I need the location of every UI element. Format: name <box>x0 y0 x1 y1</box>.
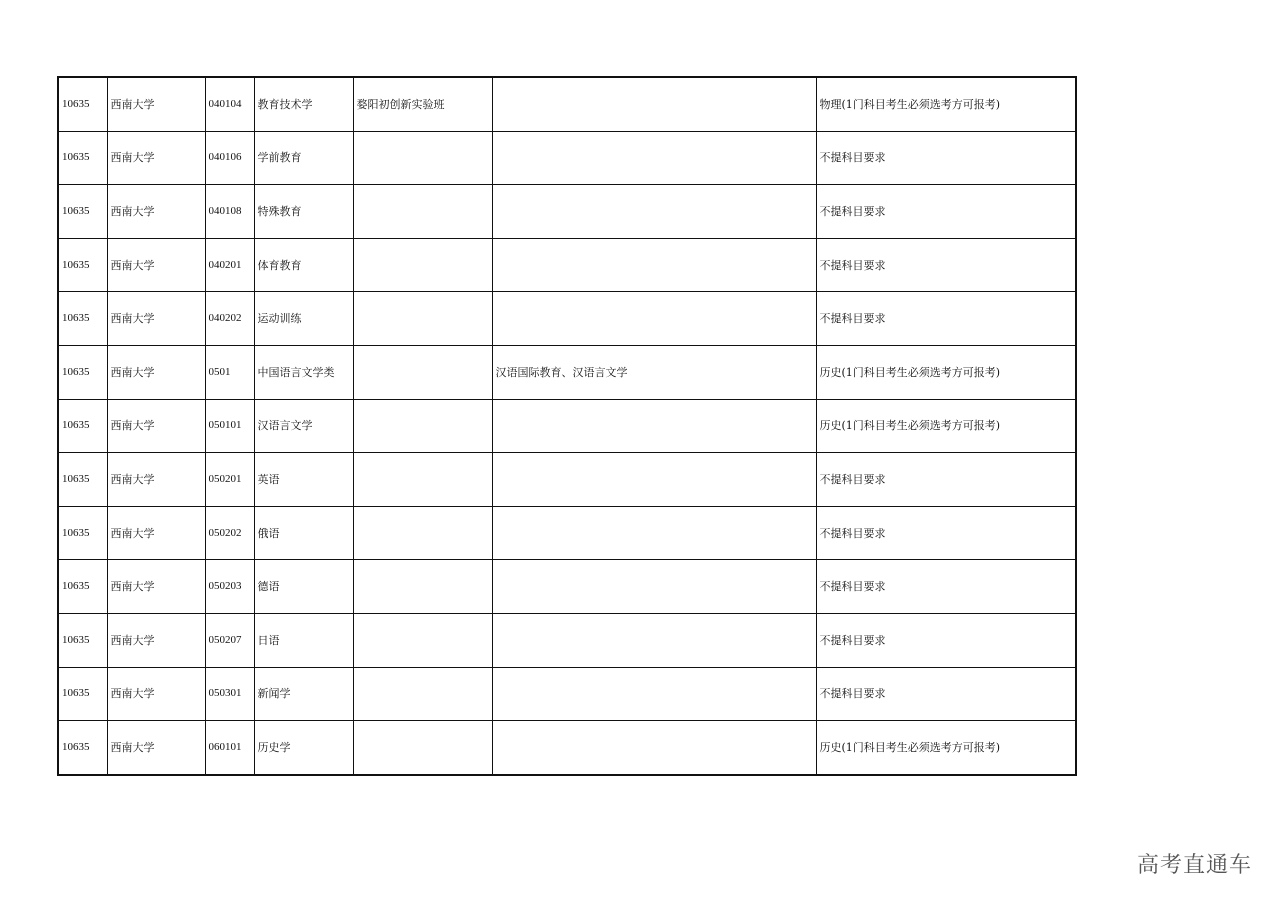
cell-major-code: 050207 <box>205 613 254 667</box>
cell-note <box>353 453 492 507</box>
cell-school-code: 10635 <box>58 667 107 721</box>
cell-subject-requirement: 历史(1门科目考生必须选考方可报考) <box>816 399 1076 453</box>
cell-school-code: 10635 <box>58 292 107 346</box>
table-row <box>58 238 1076 292</box>
cell-note: 婺阳初创新实验班 <box>353 77 492 131</box>
cell-school-code: 10635 <box>58 560 107 614</box>
table-row <box>58 721 1076 775</box>
cell-subject-requirement: 不提科目要求 <box>816 560 1076 614</box>
cell-school-code: 10635 <box>58 345 107 399</box>
cell-major-code: 050101 <box>205 399 254 453</box>
cell-major-code: 050201 <box>205 453 254 507</box>
cell-note <box>353 506 492 560</box>
table-row <box>58 77 1076 131</box>
cell-subject-requirement: 不提科目要求 <box>816 613 1076 667</box>
cell-school-name: 西南大学 <box>107 238 205 292</box>
cell-major-name: 体育教育 <box>254 238 353 292</box>
cell-major-name: 运动训练 <box>254 292 353 346</box>
table-body <box>58 77 1076 775</box>
cell-note <box>353 613 492 667</box>
table-row <box>58 613 1076 667</box>
cell-school-code: 10635 <box>58 506 107 560</box>
cell-included-majors <box>492 721 816 775</box>
cell-major-name: 德语 <box>254 560 353 614</box>
cell-included-majors <box>492 292 816 346</box>
cell-included-majors <box>492 667 816 721</box>
cell-included-majors <box>492 453 816 507</box>
cell-school-name: 西南大学 <box>107 292 205 346</box>
cell-included-majors <box>492 506 816 560</box>
cell-note <box>353 238 492 292</box>
cell-included-majors <box>492 613 816 667</box>
cell-major-code: 040106 <box>205 131 254 185</box>
table-row <box>58 667 1076 721</box>
cell-major-name: 教育技术学 <box>254 77 353 131</box>
cell-school-code: 10635 <box>58 613 107 667</box>
cell-school-name: 西南大学 <box>107 667 205 721</box>
cell-major-name: 英语 <box>254 453 353 507</box>
cell-major-code: 040202 <box>205 292 254 346</box>
cell-school-name: 西南大学 <box>107 721 205 775</box>
cell-subject-requirement: 不提科目要求 <box>816 667 1076 721</box>
cell-major-name: 日语 <box>254 613 353 667</box>
cell-note <box>353 721 492 775</box>
cell-subject-requirement: 不提科目要求 <box>816 131 1076 185</box>
cell-school-code: 10635 <box>58 77 107 131</box>
cell-major-code: 050203 <box>205 560 254 614</box>
cell-school-name: 西南大学 <box>107 453 205 507</box>
cell-major-code: 040108 <box>205 185 254 239</box>
cell-school-name: 西南大学 <box>107 560 205 614</box>
cell-school-code: 10635 <box>58 185 107 239</box>
table-row <box>58 453 1076 507</box>
cell-school-name: 西南大学 <box>107 613 205 667</box>
cell-major-code: 050202 <box>205 506 254 560</box>
cell-note <box>353 560 492 614</box>
cell-school-code: 10635 <box>58 453 107 507</box>
cell-subject-requirement: 历史(1门科目考生必须选考方可报考) <box>816 721 1076 775</box>
cell-major-code: 040201 <box>205 238 254 292</box>
cell-school-name: 西南大学 <box>107 345 205 399</box>
cell-subject-requirement: 历史(1门科目考生必须选考方可报考) <box>816 345 1076 399</box>
table-row <box>58 292 1076 346</box>
watermark: 高考直通车 <box>1136 853 1252 878</box>
table-row <box>58 131 1076 185</box>
cell-major-name: 汉语言文学 <box>254 399 353 453</box>
cell-included-majors <box>492 238 816 292</box>
table-row <box>58 185 1076 239</box>
cell-note <box>353 292 492 346</box>
cell-school-code: 10635 <box>58 131 107 185</box>
cell-subject-requirement: 不提科目要求 <box>816 238 1076 292</box>
cell-school-name: 西南大学 <box>107 399 205 453</box>
cell-major-code: 060101 <box>205 721 254 775</box>
cell-school-name: 西南大学 <box>107 185 205 239</box>
subject-requirements-table <box>57 76 1077 776</box>
table-row <box>58 506 1076 560</box>
table-row <box>58 560 1076 614</box>
cell-note <box>353 667 492 721</box>
cell-major-name: 新闻学 <box>254 667 353 721</box>
cell-major-name: 特殊教育 <box>254 185 353 239</box>
cell-included-majors <box>492 77 816 131</box>
cell-note <box>353 345 492 399</box>
cell-note <box>353 131 492 185</box>
cell-subject-requirement: 不提科目要求 <box>816 453 1076 507</box>
cell-major-code: 050301 <box>205 667 254 721</box>
table-row <box>58 345 1076 399</box>
cell-major-name: 俄语 <box>254 506 353 560</box>
cell-major-name: 中国语言文学类 <box>254 345 353 399</box>
cell-major-code: 0501 <box>205 345 254 399</box>
cell-major-name: 历史学 <box>254 721 353 775</box>
cell-school-code: 10635 <box>58 399 107 453</box>
cell-included-majors <box>492 185 816 239</box>
cell-school-name: 西南大学 <box>107 77 205 131</box>
cell-school-code: 10635 <box>58 238 107 292</box>
cell-subject-requirement: 不提科目要求 <box>816 185 1076 239</box>
cell-subject-requirement: 物理(1门科目考生必须选考方可报考) <box>816 77 1076 131</box>
cell-included-majors <box>492 399 816 453</box>
cell-major-code: 040104 <box>205 77 254 131</box>
cell-school-name: 西南大学 <box>107 131 205 185</box>
cell-subject-requirement: 不提科目要求 <box>816 292 1076 346</box>
cell-included-majors: 汉语国际教育、汉语言文学 <box>492 345 816 399</box>
table-row <box>58 399 1076 453</box>
cell-major-name: 学前教育 <box>254 131 353 185</box>
cell-subject-requirement: 不提科目要求 <box>816 506 1076 560</box>
cell-included-majors <box>492 560 816 614</box>
cell-note <box>353 399 492 453</box>
cell-school-code: 10635 <box>58 721 107 775</box>
cell-note <box>353 185 492 239</box>
cell-included-majors <box>492 131 816 185</box>
cell-school-name: 西南大学 <box>107 506 205 560</box>
